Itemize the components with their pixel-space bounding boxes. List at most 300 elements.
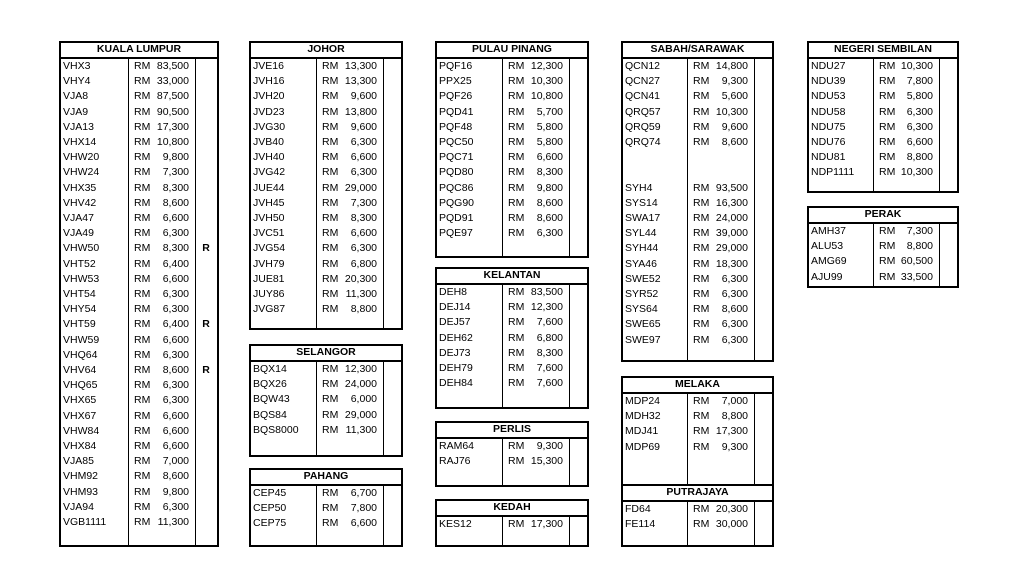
table-row xyxy=(623,272,772,287)
table-row xyxy=(437,517,587,532)
currency-label: RM xyxy=(693,303,710,316)
price xyxy=(134,74,189,89)
currency-label: RM xyxy=(508,120,525,133)
price xyxy=(134,317,189,332)
table-title: KEDAH xyxy=(437,501,587,517)
currency-label: RM xyxy=(322,408,339,421)
price-amount: 6,600 xyxy=(350,517,377,530)
currency-label: RM xyxy=(693,272,710,285)
table-row xyxy=(809,135,957,150)
table-putrajaya xyxy=(621,484,774,547)
price-amount: 5,800 xyxy=(536,120,563,133)
price-amount: 6,300 xyxy=(350,136,377,148)
price-amount: 6,300 xyxy=(906,120,933,133)
table-row xyxy=(809,239,957,254)
price xyxy=(322,135,377,150)
plate-number: CEP50 xyxy=(253,502,287,515)
table-row xyxy=(61,469,217,484)
plate-number: VHW24 xyxy=(63,166,100,179)
table-row xyxy=(623,165,772,180)
plate-number: VJA13 xyxy=(63,120,94,133)
plate-number: JVH50 xyxy=(253,212,285,224)
plate-number: VHX3 xyxy=(63,60,91,72)
plate-number: NDU76 xyxy=(811,136,846,148)
currency-label: RM xyxy=(322,363,339,375)
plate-number: VJA85 xyxy=(63,455,94,468)
currency-label: RM xyxy=(693,90,710,103)
price-amount: 6,000 xyxy=(350,393,377,406)
plate-number: VHT59 xyxy=(63,318,96,331)
table-row xyxy=(809,165,957,180)
table-row xyxy=(61,211,217,226)
plate-number: DEJ14 xyxy=(439,301,471,314)
price-amount: 5,600 xyxy=(721,90,748,103)
table-row xyxy=(437,211,587,226)
table-kedah xyxy=(435,499,589,547)
table-row xyxy=(437,135,587,150)
currency-label: RM xyxy=(508,151,525,164)
currency-label: RM xyxy=(879,136,896,148)
price-amount: 29,000 xyxy=(344,408,377,421)
currency-label: RM xyxy=(693,227,710,240)
table-row xyxy=(623,333,772,348)
table-row xyxy=(623,150,772,165)
plate-number: QCN41 xyxy=(625,90,661,103)
currency-label: RM xyxy=(693,105,710,118)
plate-number: JVD23 xyxy=(253,105,285,118)
price-amount: 9,600 xyxy=(350,120,377,133)
plate-number: JVH45 xyxy=(253,196,285,209)
currency-label: RM xyxy=(879,151,896,164)
currency-label: RM xyxy=(322,378,339,391)
table-row xyxy=(251,74,401,89)
table-row xyxy=(61,135,217,150)
price-amount: 7,800 xyxy=(350,502,377,515)
price-amount: 6,600 xyxy=(350,151,377,164)
plate-number: PQE97 xyxy=(439,227,473,240)
price-amount: 29,000 xyxy=(344,181,377,194)
currency-label: RM xyxy=(322,181,339,194)
price-amount: 13,800 xyxy=(344,105,377,118)
table-row xyxy=(809,254,957,269)
currency-label: RM xyxy=(134,440,151,452)
currency-label: RM xyxy=(322,212,339,224)
table-row xyxy=(437,59,587,74)
price-amount: 6,600 xyxy=(536,151,563,164)
price xyxy=(134,150,189,165)
plate-number: AMH37 xyxy=(811,225,847,237)
plate-number: VHT52 xyxy=(63,257,96,270)
table-body xyxy=(437,285,587,407)
currency-label: RM xyxy=(879,60,896,72)
price-amount: 29,000 xyxy=(715,242,748,255)
price xyxy=(508,346,563,361)
table-row xyxy=(437,105,587,120)
plate-number: JVG30 xyxy=(253,120,286,133)
plate-number: NDP1111 xyxy=(811,166,855,179)
table-row xyxy=(251,59,401,74)
plate-number: SYL44 xyxy=(625,227,657,240)
price xyxy=(508,196,563,211)
price xyxy=(134,196,189,211)
currency-label: RM xyxy=(508,316,525,329)
price xyxy=(693,241,748,256)
currency-label: RM xyxy=(879,120,896,133)
table-row xyxy=(623,241,772,256)
price-amount: 12,300 xyxy=(344,363,377,375)
currency-label: RM xyxy=(134,348,151,361)
table-row xyxy=(61,439,217,454)
plate-number: PQD41 xyxy=(439,105,474,118)
plate-number: SYR52 xyxy=(625,288,659,300)
price xyxy=(322,516,377,531)
price xyxy=(693,272,748,287)
price-amount: 33,500 xyxy=(900,270,933,283)
price xyxy=(134,135,189,150)
table-title: NEGERI SEMBILAN xyxy=(809,43,957,59)
price-amount: 9,800 xyxy=(536,181,563,194)
plate-number: CEP45 xyxy=(253,487,287,499)
plate-number: VHM92 xyxy=(63,470,99,483)
currency-label: RM xyxy=(508,75,525,88)
currency-label: RM xyxy=(322,196,339,209)
table-row xyxy=(623,89,772,104)
price xyxy=(322,257,377,272)
price xyxy=(693,302,748,317)
table-row xyxy=(61,378,217,393)
plate-number: BQX26 xyxy=(253,378,287,391)
currency-label: RM xyxy=(134,470,151,483)
plate-number: SWE52 xyxy=(625,272,661,285)
currency-label: RM xyxy=(134,75,151,88)
currency-label: RM xyxy=(134,272,151,285)
table-row xyxy=(251,105,401,120)
price xyxy=(134,120,189,135)
plate-number: JVH20 xyxy=(253,90,285,103)
price-amount: 9,300 xyxy=(536,440,563,452)
price xyxy=(508,74,563,89)
currency-label: RM xyxy=(134,424,151,437)
currency-label: RM xyxy=(693,425,710,438)
table-row xyxy=(809,224,957,239)
table-row xyxy=(61,196,217,211)
plate-number: SWE97 xyxy=(625,333,661,346)
plate-number: RAJ76 xyxy=(439,455,471,468)
table-row xyxy=(437,346,587,361)
table-row xyxy=(623,211,772,226)
table-row xyxy=(623,502,772,517)
price xyxy=(508,211,563,226)
plate-number: VHM93 xyxy=(63,485,99,498)
table-row xyxy=(437,120,587,135)
table-row xyxy=(623,394,772,409)
price xyxy=(508,361,563,376)
table-row xyxy=(251,89,401,104)
price xyxy=(134,500,189,515)
price xyxy=(134,211,189,226)
price xyxy=(879,239,933,254)
table-row xyxy=(251,165,401,180)
plate-number: BQS84 xyxy=(253,408,287,421)
table-row xyxy=(251,287,401,302)
table-kuala-lumpur xyxy=(59,41,219,547)
currency-label: RM xyxy=(134,166,151,179)
price-amount: 6,300 xyxy=(162,227,189,240)
table-row xyxy=(251,135,401,150)
plate-number: JUY86 xyxy=(253,288,285,300)
price xyxy=(322,362,377,377)
table-row xyxy=(437,74,587,89)
plate-number: BQX14 xyxy=(253,363,287,375)
price-amount: 8,300 xyxy=(350,212,377,224)
price xyxy=(322,211,377,226)
price xyxy=(879,105,933,120)
currency-label: RM xyxy=(879,255,896,268)
price-amount: 14,800 xyxy=(715,60,748,72)
price xyxy=(134,454,189,469)
price-amount: 10,300 xyxy=(900,166,933,179)
table-perak xyxy=(807,206,959,288)
price-amount: 13,300 xyxy=(344,75,377,88)
currency-label: RM xyxy=(134,120,151,133)
currency-label: RM xyxy=(322,136,339,148)
price xyxy=(693,211,748,226)
currency-label: RM xyxy=(134,288,151,300)
price-amount: 9,600 xyxy=(721,120,748,133)
reserved-mark: R xyxy=(202,242,210,255)
table-row xyxy=(623,74,772,89)
price xyxy=(134,105,189,120)
currency-label: RM xyxy=(322,166,339,179)
price-amount: 87,500 xyxy=(156,90,189,103)
price-amount: 8,300 xyxy=(162,181,189,194)
price-amount: 11,300 xyxy=(157,516,189,528)
price xyxy=(879,89,933,104)
price-amount: 6,300 xyxy=(162,288,189,300)
plate-number: SYA46 xyxy=(625,257,657,270)
price xyxy=(322,74,377,89)
table-row xyxy=(61,363,217,378)
plate-number: PQC71 xyxy=(439,151,474,164)
table-row xyxy=(251,392,401,407)
table-title: PERLIS xyxy=(437,423,587,439)
table-row xyxy=(61,241,217,256)
currency-label: RM xyxy=(693,120,710,133)
price-amount: 6,300 xyxy=(162,379,189,392)
currency-label: RM xyxy=(322,502,339,515)
price-amount: 6,300 xyxy=(721,288,748,300)
plate-number: VGB1111 xyxy=(63,516,107,528)
table-selangor xyxy=(249,344,403,457)
plate-number: VHW20 xyxy=(63,151,100,164)
price xyxy=(508,315,563,330)
table-row xyxy=(61,302,217,317)
currency-label: RM xyxy=(508,60,525,72)
plate-number: AMG69 xyxy=(811,255,847,268)
price xyxy=(508,285,563,300)
table-row xyxy=(437,439,587,454)
price-amount: 6,300 xyxy=(162,500,189,513)
price-amount: 7,000 xyxy=(721,395,748,407)
currency-label: RM xyxy=(508,301,525,314)
table-row xyxy=(61,59,217,74)
table-row xyxy=(437,300,587,315)
price-amount: 39,000 xyxy=(715,227,748,240)
price xyxy=(134,409,189,424)
price xyxy=(508,165,563,180)
price-amount: 6,300 xyxy=(721,318,748,331)
plate-number: FE114 xyxy=(625,518,656,531)
price-amount: 6,800 xyxy=(536,331,563,344)
currency-label: RM xyxy=(134,303,151,316)
price-amount: 17,300 xyxy=(715,425,748,438)
plate-number: SWE65 xyxy=(625,318,661,331)
currency-label: RM xyxy=(508,90,525,103)
price-amount: 60,500 xyxy=(900,255,933,268)
table-row xyxy=(61,150,217,165)
price xyxy=(879,150,933,165)
price-amount: 6,400 xyxy=(162,318,189,331)
price-amount: 6,300 xyxy=(721,333,748,346)
table-row xyxy=(437,150,587,165)
price-amount: 5,800 xyxy=(906,90,933,103)
price xyxy=(322,105,377,120)
price-amount: 6,600 xyxy=(906,136,933,148)
currency-label: RM xyxy=(508,362,525,374)
price xyxy=(693,394,748,409)
table-title: PAHANG xyxy=(251,470,401,486)
table-title: PUTRAJAYA xyxy=(623,486,772,502)
plate-number: VHX14 xyxy=(63,136,97,148)
price-amount: 11,300 xyxy=(345,288,377,300)
price xyxy=(322,59,377,74)
currency-label: RM xyxy=(134,212,151,224)
currency-label: RM xyxy=(693,242,710,255)
table-row xyxy=(251,516,401,531)
plate-number: AJU99 xyxy=(811,270,843,283)
table-body xyxy=(809,59,957,191)
table-row xyxy=(623,196,772,211)
plate-number: JVB40 xyxy=(253,136,284,148)
price xyxy=(134,333,189,348)
table-row xyxy=(251,501,401,516)
plate-number: SYH4 xyxy=(625,181,653,194)
price xyxy=(879,165,933,180)
plate-number: DEH84 xyxy=(439,377,473,390)
table-row xyxy=(61,89,217,104)
table-row xyxy=(437,331,587,346)
price xyxy=(508,120,563,135)
table-row xyxy=(809,150,957,165)
plate-number: VHY4 xyxy=(63,75,91,88)
table-row xyxy=(623,135,772,150)
plate-number: NDU75 xyxy=(811,120,846,133)
currency-label: RM xyxy=(693,318,710,331)
currency-label: RM xyxy=(322,120,339,133)
currency-label: RM xyxy=(508,105,525,118)
currency-label: RM xyxy=(322,151,339,164)
price xyxy=(134,165,189,180)
price-amount: 5,800 xyxy=(536,136,563,148)
plate-number: MDP24 xyxy=(625,395,661,407)
currency-label: RM xyxy=(693,212,710,224)
table-title: KELANTAN xyxy=(437,269,587,285)
currency-label: RM xyxy=(508,455,525,468)
price-amount: 6,300 xyxy=(350,242,377,255)
plate-number: VHQ65 xyxy=(63,379,98,392)
price xyxy=(508,59,563,74)
price xyxy=(322,287,377,302)
price xyxy=(508,181,563,196)
currency-label: RM xyxy=(134,105,151,118)
currency-label: RM xyxy=(134,242,151,255)
table-row xyxy=(623,120,772,135)
price-amount: 8,300 xyxy=(536,166,563,179)
table-row xyxy=(61,226,217,241)
reserved-mark: R xyxy=(202,318,210,331)
price-amount: 8,300 xyxy=(536,346,563,359)
plate-number: BQS8000 xyxy=(253,423,299,436)
price xyxy=(134,424,189,439)
price-amount: 10,300 xyxy=(900,60,933,72)
price xyxy=(134,272,189,287)
plate-number: PQD80 xyxy=(439,166,474,179)
price xyxy=(693,502,748,517)
currency-label: RM xyxy=(322,60,339,72)
price-amount: 17,300 xyxy=(530,518,563,530)
table-row xyxy=(61,181,217,196)
table-row xyxy=(251,196,401,211)
table-row xyxy=(251,181,401,196)
price xyxy=(322,241,377,256)
plate-number: QRQ57 xyxy=(625,105,661,118)
plate-number: VHW50 xyxy=(63,242,100,255)
price-amount: 6,600 xyxy=(350,227,377,240)
plate-number: VHW84 xyxy=(63,424,100,437)
price-amount: 7,300 xyxy=(162,166,189,179)
table-row xyxy=(809,89,957,104)
price xyxy=(322,302,377,317)
price-amount: 30,000 xyxy=(715,518,748,531)
price-amount: 6,600 xyxy=(162,333,189,346)
currency-label: RM xyxy=(134,60,151,72)
price xyxy=(134,181,189,196)
plate-number: CEP75 xyxy=(253,517,287,530)
price-amount: 33,000 xyxy=(156,75,189,88)
plate-number: VHX35 xyxy=(63,181,97,194)
currency-label: RM xyxy=(134,196,151,209)
currency-label: RM xyxy=(508,331,525,344)
price xyxy=(879,120,933,135)
currency-label: RM xyxy=(693,136,710,148)
price-amount: 24,000 xyxy=(715,212,748,224)
price-amount: 6,600 xyxy=(162,272,189,285)
table-row xyxy=(623,424,772,439)
currency-label: RM xyxy=(134,90,151,103)
price xyxy=(508,454,563,469)
table-row xyxy=(437,165,587,180)
plate-number: VJA8 xyxy=(63,90,89,103)
plate-number: DEH8 xyxy=(439,286,468,298)
currency-label: RM xyxy=(322,105,339,118)
price xyxy=(693,424,748,439)
plate-number: JVC51 xyxy=(253,227,285,240)
price xyxy=(134,363,189,378)
plate-number: BQW43 xyxy=(253,393,290,406)
price-amount: 8,600 xyxy=(162,364,189,376)
price-amount: 7,600 xyxy=(536,377,563,390)
price-amount: 20,300 xyxy=(344,272,377,285)
